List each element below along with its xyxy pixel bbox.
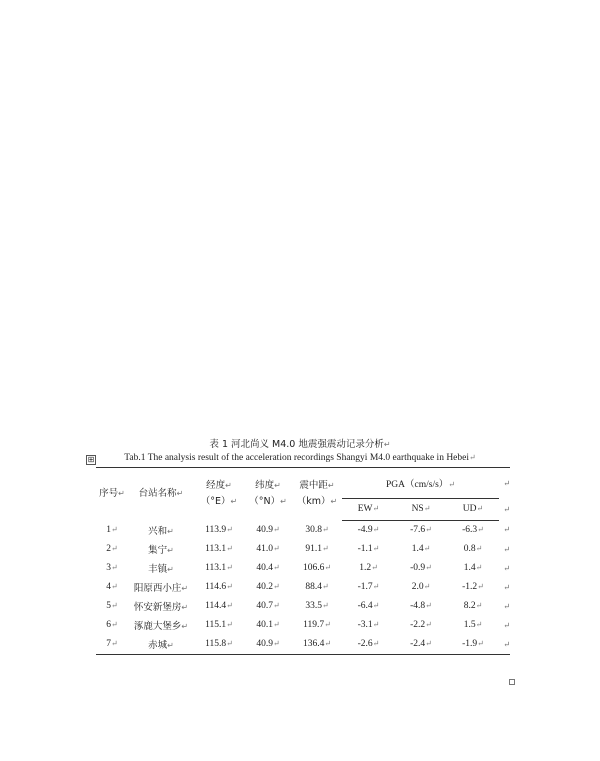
- table-caption-english: Tab.1 The analysis result of the acceleration recordings Shangyi M4.0 earthquake in Hebei↵: [124, 453, 476, 463]
- cell-ns: -4.8↵: [410, 601, 432, 611]
- paragraph-mark: ↵: [503, 563, 510, 573]
- table-row: [96, 635, 510, 655]
- header-distance: 震中距↵ （km）↵: [292, 468, 342, 521]
- cell-index: 2↵: [106, 544, 118, 554]
- table-move-handle-icon[interactable]: ⊞: [87, 455, 95, 464]
- table-resize-handle[interactable]: [509, 679, 515, 685]
- cell-ud: 8.2↵: [463, 601, 483, 611]
- table-row: [96, 597, 510, 616]
- cell-index: 7↵: [96, 635, 128, 655]
- paragraph-mark: ↵: [503, 601, 510, 611]
- cell-station: 兴和↵: [148, 525, 174, 537]
- cell-dist: 119.7↵: [303, 620, 331, 630]
- table-row: [96, 540, 510, 559]
- cell-ew: 1.2↵: [359, 563, 378, 573]
- cell-station: 怀安新堡房↵: [133, 602, 189, 613]
- cell-lat: 40.2↵: [256, 582, 280, 592]
- cell-lon: 114.4↵: [205, 601, 233, 611]
- cell-ns: -0.9↵: [410, 563, 432, 573]
- cell-ud: 1.4↵: [463, 563, 483, 573]
- cell-lon: 113.1↵: [205, 563, 233, 573]
- cell-ns: -7.6↵: [410, 525, 432, 535]
- header-station: 台站名称↵: [128, 468, 194, 521]
- cell-station: 涿鹿大堡乡↵: [133, 621, 189, 632]
- cell-ud: 1.5↵: [463, 620, 483, 630]
- table-row: [96, 559, 510, 578]
- cell-ew: -4.9↵: [357, 525, 380, 535]
- cell-index: 5↵: [106, 601, 118, 611]
- cell-lat: 40.9↵: [244, 635, 292, 655]
- cell-lat: 41.0↵: [256, 544, 280, 554]
- cell-dist: 88.4↵: [305, 582, 329, 592]
- cell-ew: -1.1↵: [357, 544, 380, 554]
- cell-dist: 136.4↵: [292, 635, 342, 655]
- cell-ew: -2.6↵: [342, 635, 395, 655]
- header-latitude: 纬度↵ （°N）↵: [244, 468, 292, 521]
- cell-lon: 114.6↵: [205, 582, 233, 592]
- cell-ew: -3.1↵: [357, 620, 380, 630]
- cell-lon: 113.1↵: [205, 544, 233, 554]
- header-ew: EW↵: [342, 499, 395, 520]
- cell-lat: 40.9↵: [256, 524, 280, 535]
- header-pga: PGA（cm/s/s）↵: [342, 468, 499, 499]
- cell-ud: -6.3↵: [462, 525, 484, 535]
- cell-lon: 115.1↵: [205, 620, 233, 630]
- paragraph-mark: ↵: [503, 544, 510, 554]
- cell-ew: -6.4↵: [357, 601, 380, 611]
- cell-ew: -1.7↵: [357, 582, 380, 592]
- cell-dist: 106.6↵: [302, 563, 332, 573]
- table-row: [96, 578, 510, 597]
- header-longitude: 经度↵ （°E）↵: [194, 468, 244, 521]
- cell-index: 3↵: [106, 563, 118, 573]
- cell-station: 集宁↵: [148, 545, 174, 556]
- cell-index: 4↵: [106, 582, 118, 592]
- cell-station: 阳原西小庄↵: [133, 583, 189, 594]
- cell-ns: -2.2↵: [410, 620, 432, 630]
- cell-ud: 0.8↵: [463, 544, 483, 554]
- cell-ns: 2.0↵: [411, 582, 431, 592]
- header-ns: NS↵: [395, 499, 447, 520]
- paragraph-mark: ↵: [503, 582, 510, 592]
- cell-lat: 40.1↵: [256, 620, 280, 630]
- cell-dist: 91.1↵: [305, 544, 329, 554]
- earthquake-data-table: [96, 467, 510, 655]
- cell-lon: 115.8↵: [194, 635, 244, 655]
- header-row: [96, 468, 510, 499]
- cell-station: 丰镇↵: [148, 564, 174, 575]
- table-caption-chinese: 表 1 河北尚义 M4.0 地震强震动记录分析↵: [209, 439, 391, 450]
- cell-ns: 1.4↵: [411, 544, 431, 554]
- cell-dist: 30.8↵: [305, 524, 329, 535]
- cell-index: 6↵: [106, 620, 118, 630]
- paragraph-mark: ↵: [503, 504, 510, 514]
- cell-dist: 33.5↵: [305, 601, 329, 611]
- cell-lon: 113.9↵: [205, 524, 233, 535]
- paragraph-mark: ↵: [499, 635, 510, 655]
- table-row: [96, 616, 510, 635]
- cell-lat: 40.4↵: [256, 563, 280, 573]
- paragraph-mark: ↵: [503, 620, 510, 630]
- cell-lat: 40.7↵: [256, 601, 280, 611]
- cell-ns: -2.4↵: [395, 635, 447, 655]
- header-ud: UD↵: [447, 499, 499, 520]
- cell-station: 赤城↵: [128, 635, 194, 655]
- cell-index: 1↵: [106, 524, 118, 535]
- table-row: [96, 520, 510, 540]
- cell-ud: -1.9↵: [447, 635, 499, 655]
- paragraph-mark: ↵: [499, 468, 510, 499]
- paragraph-mark: ↵: [503, 525, 510, 535]
- header-index: 序号↵: [96, 468, 128, 521]
- cell-ud: -1.2↵: [462, 582, 484, 592]
